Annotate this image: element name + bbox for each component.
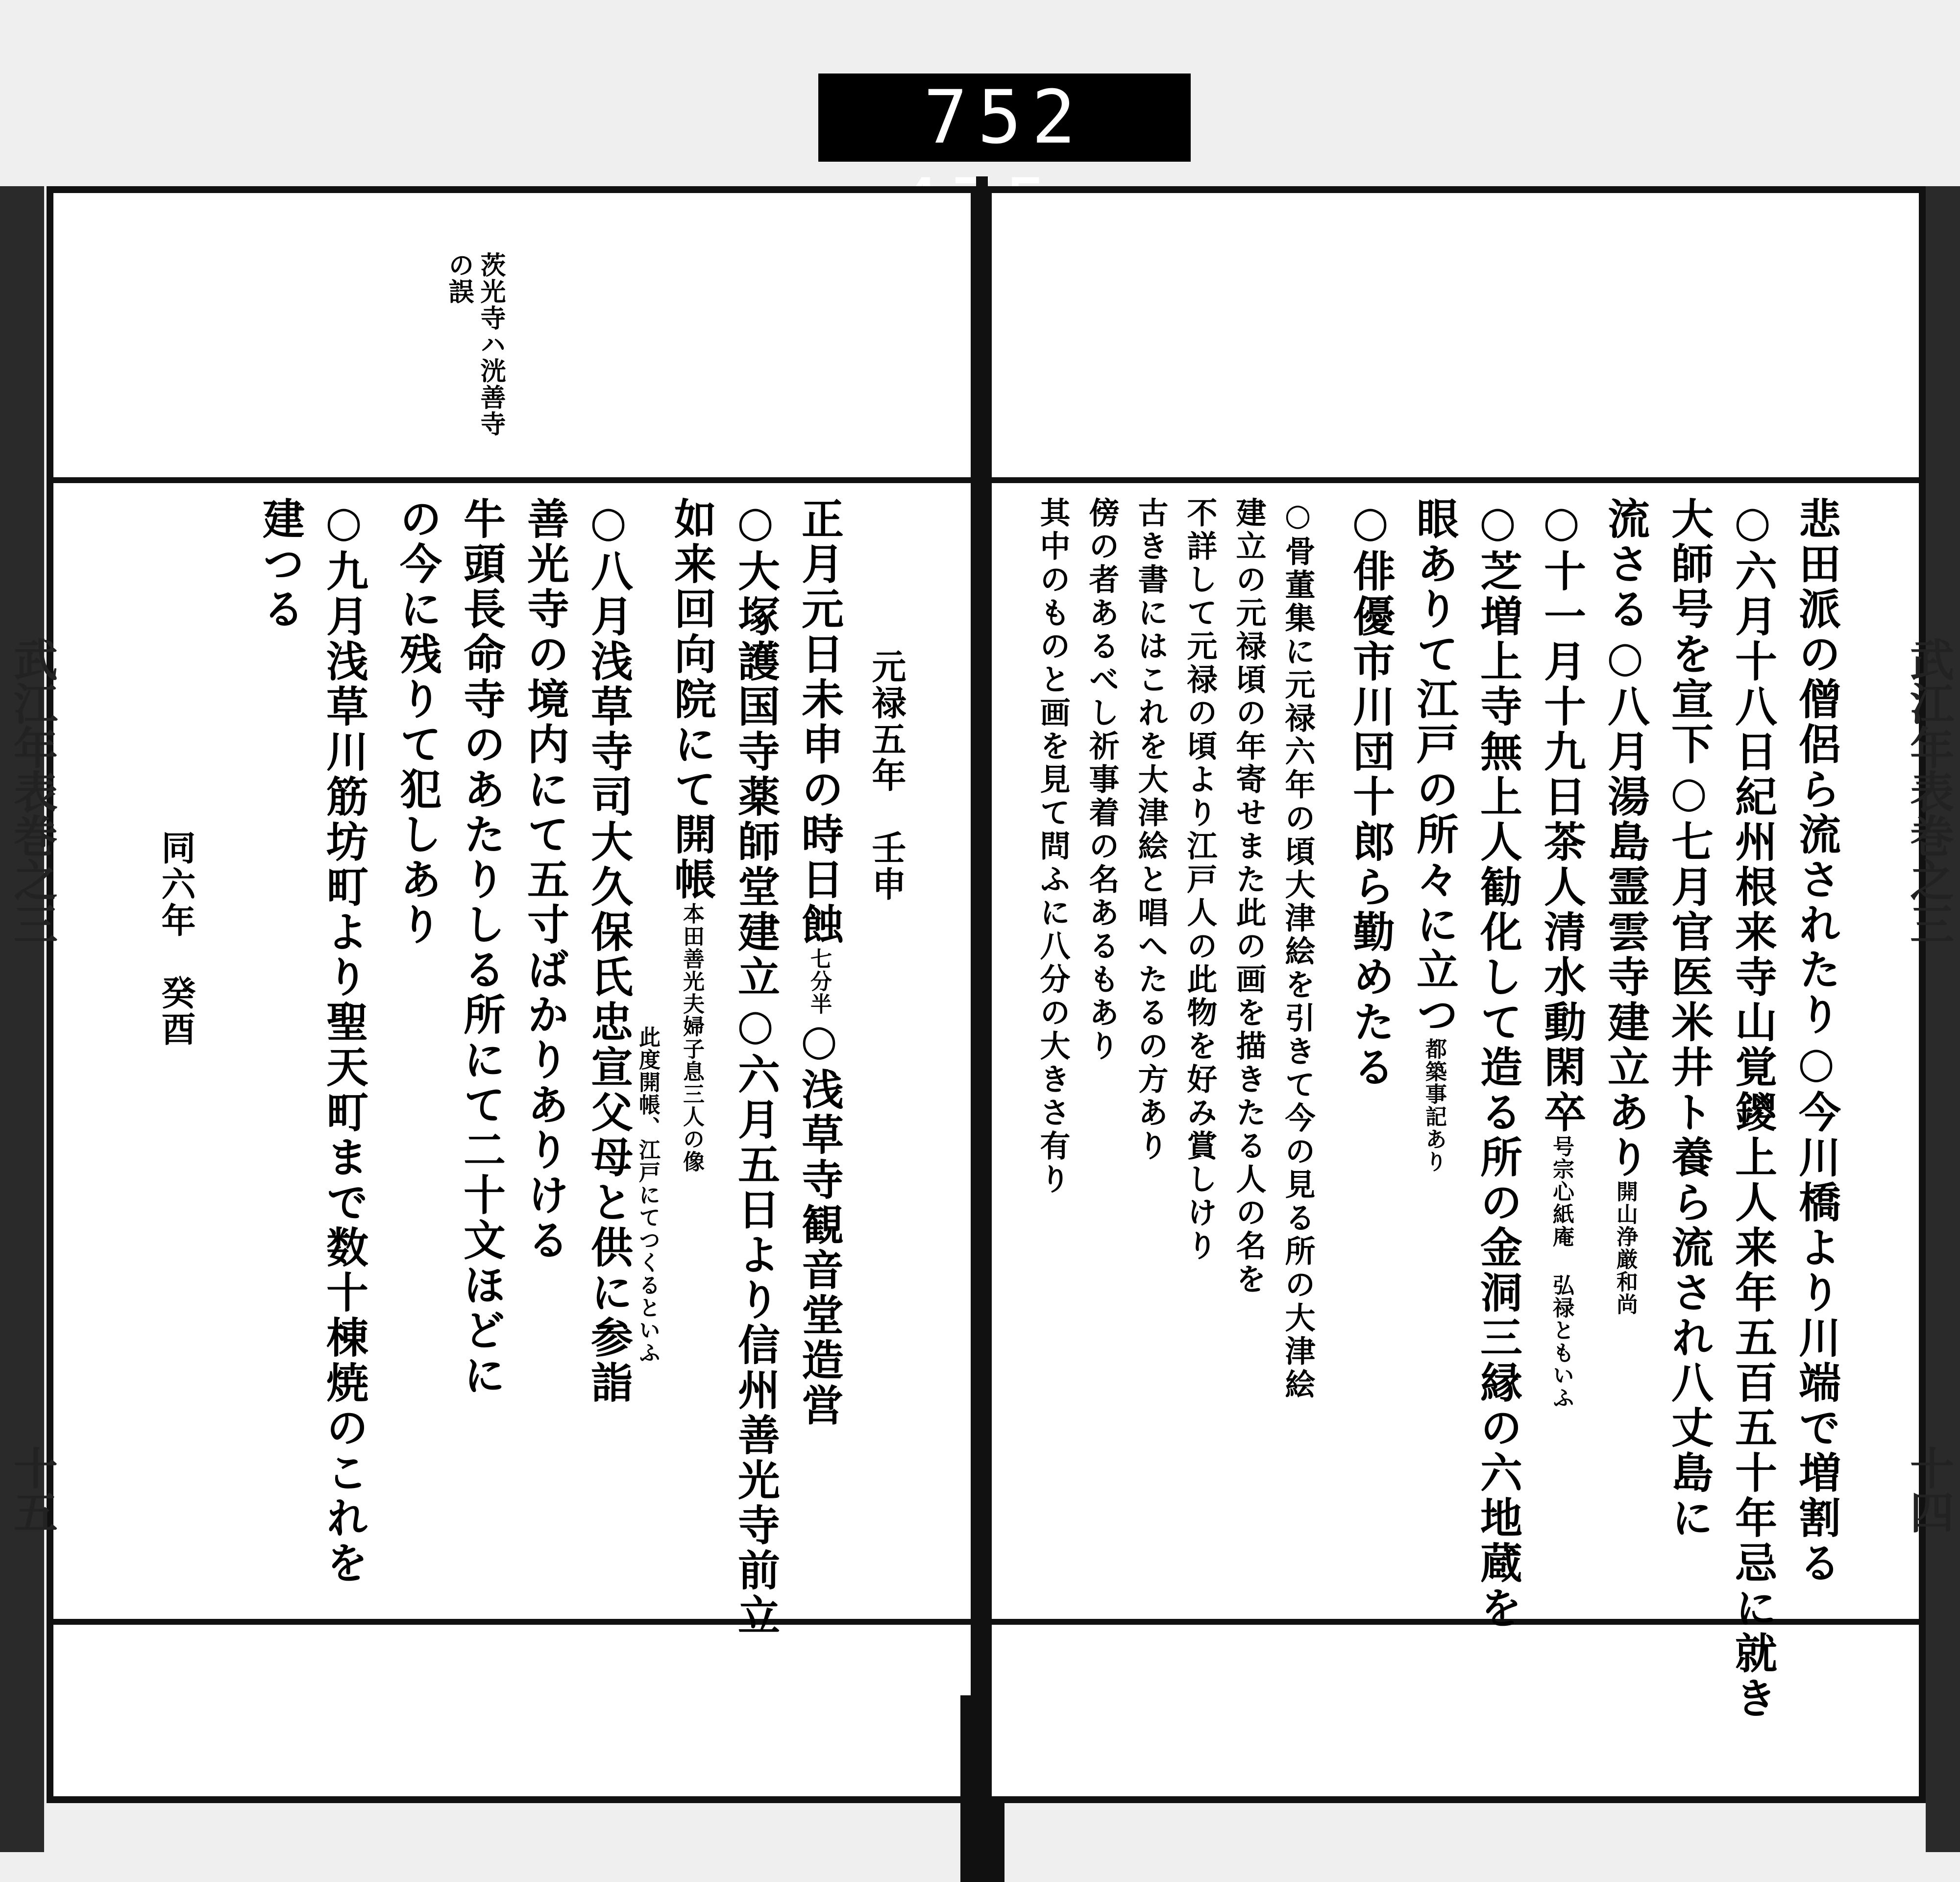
text-column: 悲田派の僧侶ら流されたり○今川橋より川端で増割る bbox=[1791, 497, 1841, 1586]
text-column: 建立の元禄頃の年寄せまた此の画を描きたる人の名を bbox=[1231, 497, 1267, 1296]
text-column: 正月元日未申の時日蝕七分半○浅草寺観音堂造営 bbox=[794, 497, 844, 1428]
text-column: 流さる○八月湯島霊雲寺建立あり開山浄厳和尚 bbox=[1600, 497, 1650, 1316]
text-column: の今に残りて犯しあり bbox=[392, 497, 442, 948]
left-bottom-rule bbox=[53, 1619, 971, 1625]
upper-note-line-2: の誤 bbox=[444, 252, 474, 305]
text-column: ○俳優市川団十郎ら勤めたる bbox=[1346, 497, 1395, 1090]
scan-border-left bbox=[0, 186, 44, 1852]
year-heading: 元禄五年 壬申 bbox=[866, 649, 907, 903]
text-column: 傍の者あるべし祈事着の名あるもあり bbox=[1084, 497, 1120, 1063]
text-column: 建つる bbox=[255, 497, 305, 632]
upper-note-line-1: 茨光寺ハ洸善寺 bbox=[476, 252, 506, 437]
left-top-rule bbox=[53, 477, 971, 483]
right-margin-page-no: 十四 bbox=[1902, 1445, 1954, 1534]
right-margin-title: 武江年表巻之三 bbox=[1902, 637, 1954, 946]
left-margin-page-no: 十五 bbox=[6, 1445, 58, 1534]
catalog-tag: 752 bbox=[818, 73, 1191, 162]
text-column: ○六月十八日紀州根来寺山覚鑁上人来年五百五十年忌に就き bbox=[1728, 497, 1777, 1721]
text-column: ○芝増上寺無上人勧化して造る所の金洞三縁の六地蔵を bbox=[1473, 497, 1522, 1631]
text-annotation: 此度開帳、江戸にてつくるといふ bbox=[635, 1026, 660, 1364]
text-column: 不詳して元禄の頃より江戸人の此物を好み賞しけり bbox=[1182, 497, 1218, 1263]
text-column: ○十一月十九日茶人清水動閑卒号宗心紙庵 弘禄ともいふ bbox=[1537, 497, 1586, 1409]
right-page bbox=[985, 186, 1926, 1803]
text-column: ○八月浅草寺司大久保氏忠宣父母と供に参詣 bbox=[584, 497, 633, 1406]
text-column: 如来回向院にて開帳本田善光夫婦子息三人の像 bbox=[667, 497, 716, 1173]
scan-border-right bbox=[1926, 186, 1960, 1852]
left-margin-title: 武江年表巻之三 bbox=[6, 637, 58, 946]
text-column: ○大塚護国寺薬師堂建立○六月五日より信州善光寺前立 bbox=[731, 497, 780, 1638]
text-column: 眼ありて江戸の所々に立つ都築事記あり bbox=[1409, 497, 1459, 1173]
text-column: 其中のものと画を見て問ふに八分の大きさ有り bbox=[1035, 497, 1071, 1197]
text-column: ○骨董集に元禄六年の頃大津絵を引きて今の見る所の大津絵 bbox=[1280, 497, 1316, 1402]
text-column: 大師号を宣下○七月官医米井ト養ら流され八丈島に bbox=[1664, 497, 1714, 1541]
text-column: ○九月浅草川筋坊町より聖天町まで数十棟焼のこれを bbox=[319, 497, 368, 1586]
text-column: 牛頭長命寺のあたりしる所にて二十文ほどに bbox=[456, 497, 506, 1398]
year-heading: 同六年 癸酉 bbox=[156, 830, 196, 1048]
text-column: 善光寺の境内にて五寸ばかりありける bbox=[520, 497, 569, 1263]
right-top-rule bbox=[992, 477, 1919, 483]
left-page bbox=[47, 186, 978, 1803]
text-column: 古き書にはこれを大津絵と唱へたるの方あり bbox=[1133, 497, 1169, 1163]
